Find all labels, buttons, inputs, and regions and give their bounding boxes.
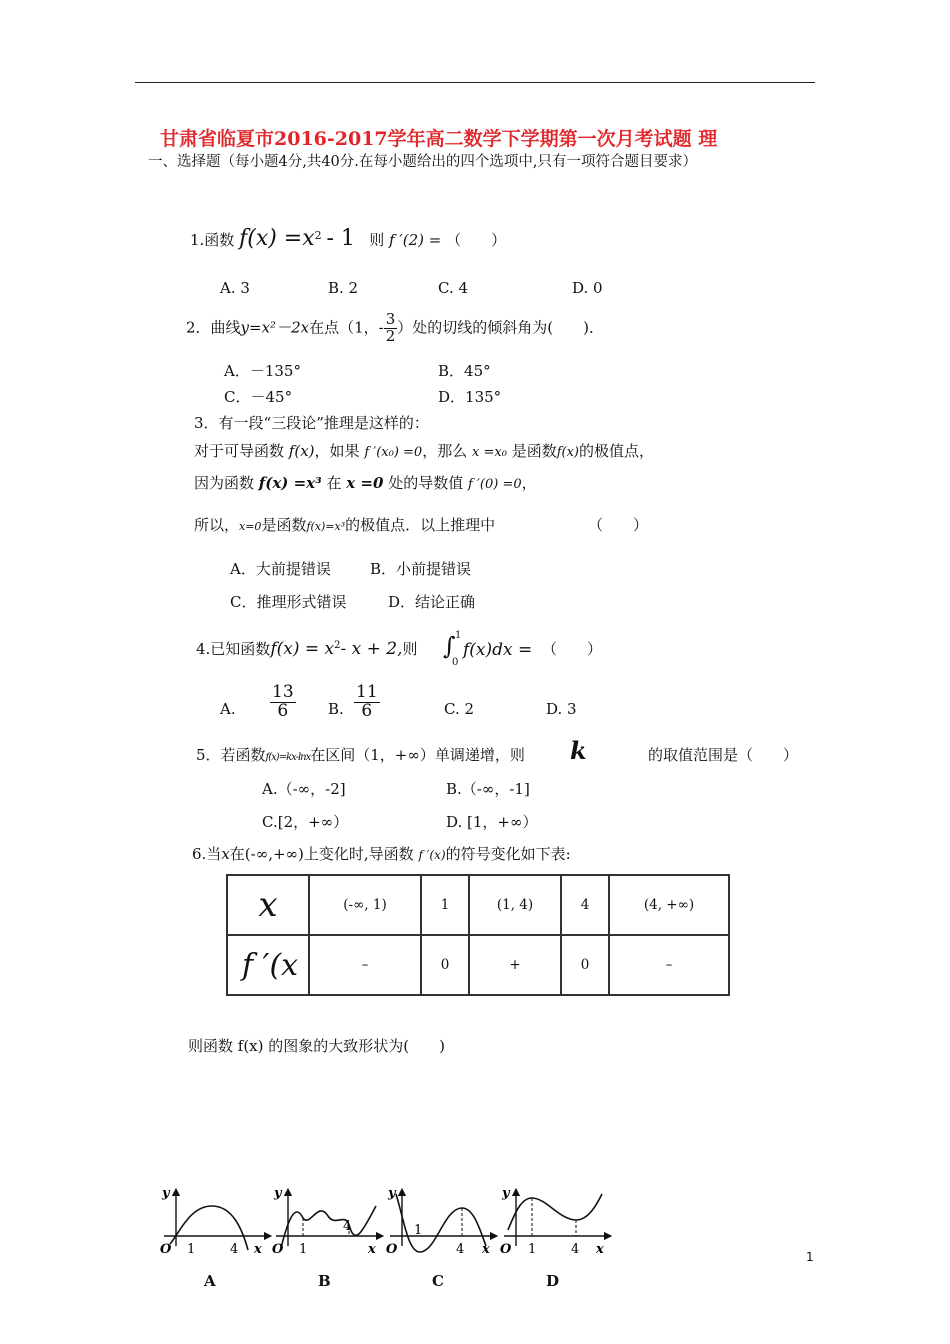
q1-number: 1.函数 bbox=[190, 231, 235, 249]
graph-c-origin: O bbox=[386, 1242, 398, 1257]
graph-c bbox=[386, 1186, 494, 1257]
q6-x: x bbox=[221, 845, 230, 863]
q6-derivative: f ′(x) bbox=[418, 848, 446, 862]
q3-line3-c: 处的导数值 bbox=[388, 474, 464, 492]
question-1 bbox=[190, 226, 506, 251]
q5-option-a: A.（-∞，-2] bbox=[262, 780, 346, 798]
q4-then: 则 bbox=[402, 640, 418, 658]
table-cell: – bbox=[609, 935, 729, 995]
q3-option-d: D．结论正确 bbox=[388, 593, 476, 611]
graph-b-tick-1: 1 bbox=[299, 1242, 308, 1257]
graph-a bbox=[160, 1186, 268, 1257]
q1-option-b: B. 2 bbox=[328, 279, 359, 297]
q5-function: f(x)=kx-lnx bbox=[265, 752, 311, 763]
graph-label-a: A bbox=[204, 1272, 216, 1290]
q3-line2-b: ，如果 bbox=[314, 442, 360, 460]
table-cell: 0 bbox=[561, 935, 609, 995]
table-header-x: x bbox=[227, 875, 309, 935]
graph-a-axis-x: x bbox=[254, 1242, 262, 1257]
q4-integral-lower: 0 bbox=[452, 657, 459, 668]
page-title: 甘肃省临夏市2016-2017学年高二数学下学期第一次月考试题 理 bbox=[160, 128, 718, 150]
graph-label-d: D bbox=[546, 1272, 560, 1290]
q4-option-d: D. 3 bbox=[546, 700, 577, 718]
q3-line-2 bbox=[194, 440, 654, 461]
question-5 bbox=[196, 744, 525, 765]
q1-option-c: C. 4 bbox=[438, 279, 469, 297]
q2-prefix: 2．曲线 bbox=[186, 318, 241, 337]
graph-d-origin: O bbox=[500, 1242, 512, 1257]
question-2 bbox=[186, 312, 604, 345]
q2-fraction bbox=[384, 312, 398, 345]
q1-answer-paren: （ ） bbox=[446, 231, 507, 249]
table-header-derivative: f ′(x bbox=[227, 935, 309, 995]
table-cell: 0 bbox=[421, 935, 469, 995]
graph-b-axis-x: x bbox=[368, 1242, 376, 1257]
q5-option-c: C.[2，+∞） bbox=[262, 813, 349, 831]
q2-fraction-numerator: 3 bbox=[385, 310, 396, 328]
q3-line4-a: 所以， bbox=[194, 516, 240, 534]
q6-prefix: 6.当 bbox=[192, 845, 222, 863]
q5-k-symbol: k bbox=[570, 736, 587, 765]
q4-option-a-numerator: 13 bbox=[272, 682, 294, 702]
graph-c-tick-4: 4 bbox=[456, 1242, 465, 1257]
q4-option-b-fraction bbox=[354, 684, 380, 721]
q3-line4-b: x=0 bbox=[239, 520, 262, 533]
header-rule bbox=[135, 82, 815, 83]
q6-middle: 在(-∞,+∞)上变化时,导函数 bbox=[229, 845, 414, 863]
q1-option-a: A. 3 bbox=[220, 279, 250, 297]
graph-a-tick-4: 4 bbox=[230, 1242, 239, 1257]
q3-line3-a: 因为函数 bbox=[194, 474, 255, 492]
q3-line2-h: f(x) bbox=[556, 445, 579, 460]
q4-option-a-denominator: 6 bbox=[277, 700, 289, 721]
q2-option-d: D．135° bbox=[438, 388, 502, 406]
question-6 bbox=[192, 843, 571, 864]
graph-d-axis-y: y bbox=[502, 1186, 510, 1201]
q3-line4-e: 的极值点．以上推理中 bbox=[345, 516, 496, 534]
q4-integrand: f(x)dx = bbox=[463, 640, 533, 660]
answer-graphs bbox=[150, 1180, 620, 1260]
q4-option-b-label: B. bbox=[328, 700, 344, 718]
q6-suffix: 的符号变化如下表: bbox=[445, 845, 571, 863]
q4-option-a-fraction bbox=[270, 684, 296, 721]
graph-b-origin: O bbox=[272, 1242, 284, 1257]
q4-function-rest: - x + 2, bbox=[340, 639, 403, 659]
q2-option-c: C．－45° bbox=[224, 388, 293, 406]
q3-line-4 bbox=[194, 514, 495, 535]
q4-answer-paren: （ ） bbox=[542, 640, 603, 658]
q2-point: 在点（1，- bbox=[309, 318, 384, 337]
table-cell: (-∞, 1) bbox=[309, 875, 421, 935]
q3-line3-f: f(x) =x³ bbox=[258, 474, 322, 492]
q4-function: f(x) = x bbox=[270, 639, 335, 659]
q3-line2-f: f(x) bbox=[288, 442, 315, 460]
table-cell: 1 bbox=[421, 875, 469, 935]
q3-line2-i: 的极值点， bbox=[579, 442, 655, 460]
q5-middle: 在区间（1，+∞）单调递增，则 bbox=[310, 746, 525, 764]
q4-option-a-label: A. bbox=[220, 700, 236, 718]
q4-option-c: C. 2 bbox=[444, 700, 475, 718]
page-number: 1 bbox=[806, 1250, 814, 1264]
q3-line2-g: 是函数 bbox=[511, 442, 557, 460]
q4-option-b-numerator: 11 bbox=[356, 682, 378, 702]
graph-d bbox=[500, 1186, 608, 1257]
q4-exponent: 2 bbox=[334, 640, 341, 651]
q1-minus-one: - 1 bbox=[326, 226, 355, 251]
q2-suffix: ）处的切线的倾斜角为( )． bbox=[397, 318, 604, 337]
table-cell: – bbox=[309, 935, 421, 995]
q3-line2-d: ，那么 bbox=[422, 442, 468, 460]
q5-suffix: 的取值范围是（ ） bbox=[648, 746, 799, 764]
graph-a-tick-1: 1 bbox=[187, 1242, 196, 1257]
q3-line2-a: 对于可导函数 bbox=[194, 442, 285, 460]
section-instruction: 一、选择题（每小题4分,共40分.在每小题给出的四个选项中,只有一项符合题目要求） bbox=[148, 154, 698, 170]
q1-func-lhs: f(x) = bbox=[239, 226, 303, 251]
graph-a-axis-y: y bbox=[162, 1186, 170, 1201]
q3-option-c: C．推理形式错误 bbox=[230, 593, 347, 611]
q1-then: 则 bbox=[369, 231, 385, 249]
q1-exponent: 2 bbox=[314, 229, 322, 242]
q3-option-b: B．小前提错误 bbox=[370, 560, 472, 578]
table-cell: 4 bbox=[561, 875, 609, 935]
q3-line2-e: x =x₀ bbox=[472, 445, 507, 460]
q2-fraction-denominator: 2 bbox=[385, 326, 396, 345]
q3-answer-paren: （ ） bbox=[588, 516, 649, 534]
graph-b-tick-4: 4 bbox=[343, 1219, 352, 1234]
integral-sign: ∫ bbox=[443, 632, 456, 660]
q1-x: x bbox=[302, 226, 315, 251]
graph-d-tick-1: 1 bbox=[528, 1242, 537, 1257]
graph-b-axis-y: y bbox=[274, 1186, 282, 1201]
q6-question: 则函数 f(x) 的图象的大致形状为( ) bbox=[188, 1037, 445, 1055]
q3-line-3 bbox=[194, 472, 537, 493]
graph-label-c: C bbox=[432, 1272, 444, 1290]
table-row bbox=[227, 875, 729, 935]
graph-c-axis-x: x bbox=[482, 1242, 490, 1257]
q5-prefix: 5．若函数 bbox=[196, 746, 266, 764]
q3-line-1: 3．有一段“三段论”推理是这样的： bbox=[194, 414, 429, 432]
q2-option-a: A．－135° bbox=[224, 362, 301, 380]
q3-line4-d: f(x)=x³ bbox=[306, 520, 346, 533]
q3-line3-e: ， bbox=[521, 474, 537, 492]
table-cell: + bbox=[469, 935, 561, 995]
q3-line2-c: f ′(x₀) =0 bbox=[364, 445, 423, 460]
table-row bbox=[227, 935, 729, 995]
graph-c-tick-1: 1 bbox=[414, 1223, 423, 1238]
graph-b bbox=[272, 1186, 380, 1257]
table-cell: (1, 4) bbox=[469, 875, 561, 935]
q3-line3-b: 在 bbox=[326, 474, 342, 492]
q3-line4-c: 是函数 bbox=[261, 516, 307, 534]
sign-table bbox=[226, 874, 730, 996]
graph-d-axis-x: x bbox=[596, 1242, 604, 1257]
q5-option-b: B.（-∞，-1] bbox=[446, 780, 530, 798]
q4-prefix: 4.已知函数 bbox=[196, 640, 271, 658]
q4-option-b-denominator: 6 bbox=[361, 700, 373, 721]
graph-d-tick-4: 4 bbox=[571, 1242, 580, 1257]
q4-integral-upper: 1 bbox=[455, 630, 462, 641]
q1-derivative: f ′(2) = bbox=[389, 231, 442, 249]
q2-curve-eq: =x²－2x bbox=[249, 318, 310, 337]
q3-line3-x: x =0 bbox=[346, 474, 384, 492]
graph-a-origin: O bbox=[160, 1242, 172, 1257]
question-4 bbox=[196, 638, 418, 659]
graph-label-b: B bbox=[318, 1272, 331, 1290]
q3-option-a: A．大前提错误 bbox=[230, 560, 331, 578]
q3-line3-d: f ′(0) =0 bbox=[468, 477, 522, 492]
graph-c-axis-y: y bbox=[388, 1186, 396, 1201]
q1-option-d: D. 0 bbox=[572, 279, 603, 297]
q5-option-d: D. [1，+∞） bbox=[446, 813, 538, 831]
q2-option-b: B．45° bbox=[438, 362, 491, 380]
table-cell: (4, +∞) bbox=[609, 875, 729, 935]
q2-curve-y: y bbox=[240, 318, 250, 337]
